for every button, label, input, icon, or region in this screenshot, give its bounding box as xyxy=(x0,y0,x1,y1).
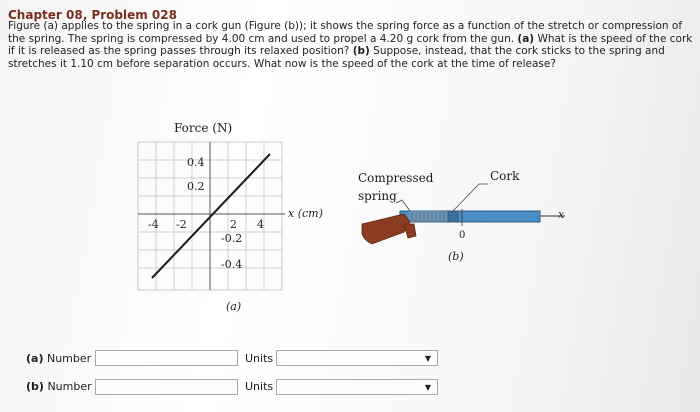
tick-x-neg2: -2 xyxy=(176,218,187,231)
answer-b-units-select[interactable] xyxy=(276,379,438,395)
problem-title: Chapter 08, Problem 028 xyxy=(8,8,177,22)
answer-b-tag: (b) xyxy=(26,380,44,393)
force-graph xyxy=(138,142,285,290)
cork xyxy=(448,211,458,222)
spring-body xyxy=(409,211,447,222)
tick-x-neg4: -4 xyxy=(148,218,159,231)
answer-b-number-label: Number xyxy=(47,380,92,393)
gun-stock xyxy=(362,214,410,244)
answer-a-number-input[interactable] xyxy=(95,350,238,366)
force-line xyxy=(152,154,270,278)
zero-label: 0 xyxy=(459,230,466,241)
tick-x-4: 4 xyxy=(257,218,264,231)
answer-a-tag: (a) xyxy=(26,352,44,365)
tick-y-04: 0.4 xyxy=(187,156,205,169)
x-label-b: x xyxy=(558,208,565,221)
tick-x-2: 2 xyxy=(230,218,237,231)
cork-pointer xyxy=(452,184,488,212)
compressed-label: Compressed xyxy=(358,171,434,185)
spring-label: spring xyxy=(358,189,397,203)
answer-b-number-input[interactable] xyxy=(95,379,238,395)
answer-a-units-label: Units xyxy=(245,352,274,365)
problem-text-3: Suppose, instead, that the cork sticks to the spring and stretches it 1.10 cm before separation occurs. What now is the speed of the cork at the time of release? xyxy=(8,45,665,70)
problem-text-1: Figure (a) applies to the spring in a cork gun (Figure (b)); it shows the spring force as a function of the stretch or compression of the spring. The spring is compressed by 4.00 cm and used to propel a 4.20 g cork from the gun. xyxy=(8,20,683,45)
caret-down-icon: ▼ xyxy=(424,354,431,363)
figure-a-caption: (a) xyxy=(226,300,242,313)
cork-label: Cork xyxy=(490,169,520,183)
figure-b-caption: (b) xyxy=(448,250,464,263)
answer-a-units-select[interactable] xyxy=(276,350,438,366)
caret-down-icon: ▼ xyxy=(424,383,431,392)
answer-a-number-label: Number xyxy=(46,352,92,365)
tick-y-neg02: -0.2 xyxy=(221,232,243,245)
graph-y-label: Force (N) xyxy=(174,121,233,135)
part-a-tag: (a) xyxy=(517,32,535,45)
problem-text-2: What is the speed of the cork if it is released as the spring passes through its relaxed position? xyxy=(8,32,693,58)
tick-y-neg04: -0.4 xyxy=(221,258,243,271)
gun-grip xyxy=(404,224,416,238)
spring-pointer xyxy=(396,200,410,211)
part-b-tag: (b) xyxy=(352,45,370,58)
answer-b-units-label: Units xyxy=(245,380,274,393)
tick-y-02: 0.2 xyxy=(187,180,205,193)
graph-x-label: x (cm) xyxy=(288,207,323,220)
